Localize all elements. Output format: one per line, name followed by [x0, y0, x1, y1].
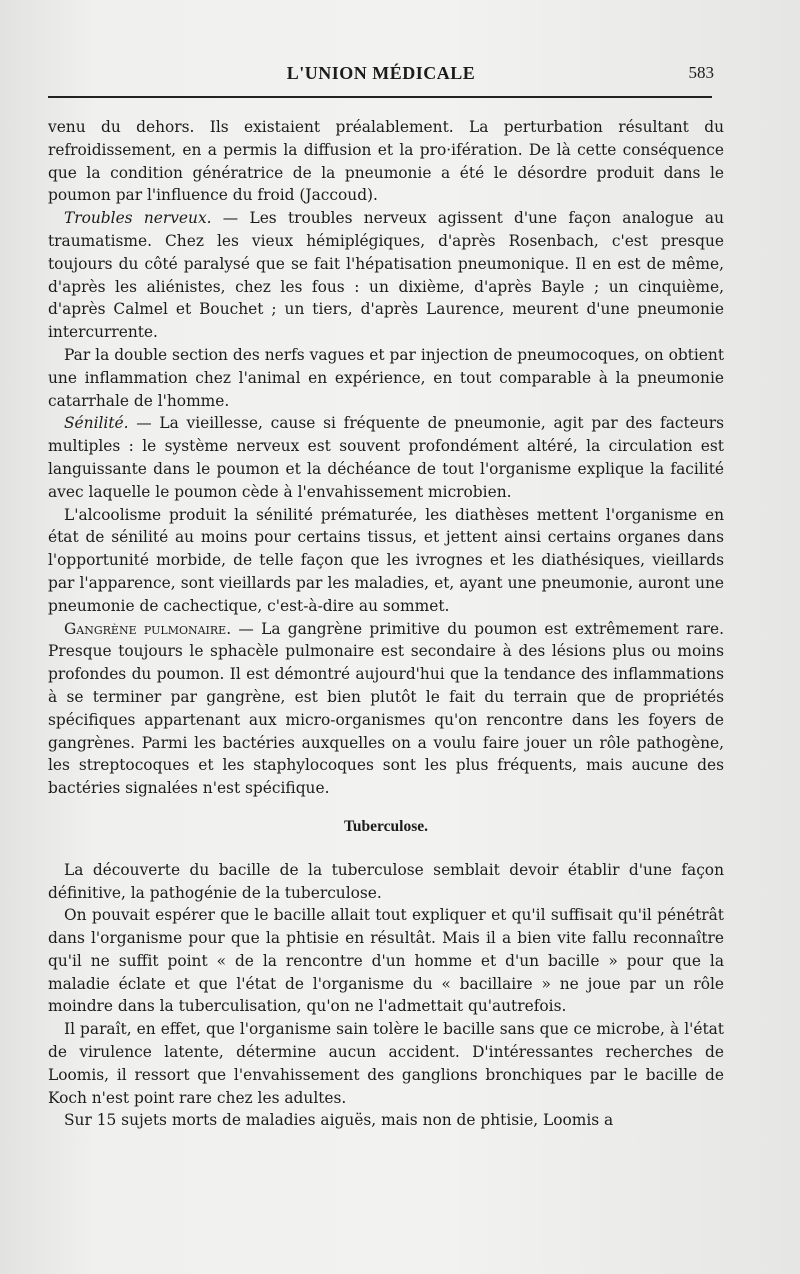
paragraph: La découverte du bacille de la tuberculose semblait devoir établir d'une façon définitive, la pathogénie de la tuberculose. [48, 860, 724, 902]
paragraph: venu du dehors. Ils existaient préalablement. La perturbation résultant du refroidissement, en a permis la diffusion et la pro·ifération. De là cette conséquence que la condition génératrice de la pneumonie a été le désordre produit dans le poumon par l'influence du froid (Jaccoud). [48, 118, 724, 205]
paragraph: Il paraît, en effet, que l'organisme sain tolère le bacille sans que ce microbe, à l'état de virulence latente, détermine aucun accident. D'intéressantes recherches de Loomis, il ressort que l'envahissement des ganglions bronchiques par le bacille de Koch n'est point rare chez les adultes. [48, 1020, 724, 1107]
body-text [48, 116, 724, 1132]
paragraph: Gangrène pulmonaire. — La gangrène primitive du poumon est extrêmement rare. Presque toujours le sphacèle pulmonaire est secondaire à des lésions plus ou moins profondes du poumon. Il est démontré aujourd'hui que la tendance des inflammations à se terminer par gangrène, est bien plutôt le fait du terrain que de propriétés spécifiques appartenant aux micro-organismes qu'on rencontre dans les foyers de gangrènes. Parmi les bactéries auxquelles on a voulu faire jouer un rôle pathogène, les streptocoques et les staphylocoques sont les plus fréquents, mais aucune des bactéries signalées n'est spécifique. [48, 619, 724, 798]
paragraph: On pouvait espérer que le bacille allait tout expliquer et qu'il suffisait qu'il pénétrât dans l'organisme pour que la phtisie en résultât. Mais il a bien vite fallu reconnaître qu'il ne suffit point « de la rencontre d'un homme et d'un bacille » pour que la maladie éclate et que l'état de l'organisme du « bacillaire » ne joue par un rôle moindre dans la tuberculisation, qu'on ne l'admettait qu'autrefois. [48, 906, 724, 1016]
paragraph: Par la double section des nerfs vagues et par injection de pneumocoques, on obtient une inflammation chez l'animal en expérience, en tout comparable à la pneumonie catarrhale de l'homme. [48, 345, 724, 410]
header-rule [48, 96, 712, 98]
page-number: 583 [688, 63, 714, 82]
paragraph: Sur 15 sujets morts de maladies aiguës, mais non de phtisie, Loomis a [64, 1111, 614, 1130]
paragraph: L'alcoolisme produit la sénilité prématurée, les diathèses mettent l'organisme en état de sénilité au moins pour certains tissus, et jettent ainsi certains organes dans l'opportunité morbide, de telle façon que les ivrognes et les diathésiques, vieillards par l'apparence, sont vieillards par les maladies, et, ayant une pneumonie, auront une pneumonie de cachectique, c'est-à-dire au sommet. [48, 505, 724, 615]
section-heading: Tuberculose. [344, 817, 428, 835]
section-lead: Gangrène pulmonaire. [64, 619, 232, 638]
running-title: L'UNION MÉDICALE [286, 63, 476, 83]
paragraph: Troubles nerveux. — Les troubles nerveux agissent d'une façon analogue au traumatisme. Chez les vieux hémiplégiques, d'après Rosenbach, c'est presque toujours du côté paralysé que se fait l'hépatisation pneumonique. Il en est de même, d'après les aliénistes, chez les fous : un dixième, d'après Bayle ; un cinquième, d'après Calmel et Bouchet ; un tiers, d'après Laurence, meurent d'une pneumonie intercurrente. [48, 209, 724, 342]
paragraph: Sénilité. — La vieillesse, cause si fréquente de pneumonie, agit par des facteurs multiples : le système nerveux est souvent profondément altéré, la circulation est languissante dans le poumon et la déchéance de tout l'organisme explique la facilité avec laquelle le poumon cède à l'envahissement microbien. [48, 414, 724, 501]
page-header [48, 63, 714, 85]
section-lead: Troubles nerveux. [64, 209, 212, 228]
section-lead: Sénilité. [64, 414, 129, 433]
